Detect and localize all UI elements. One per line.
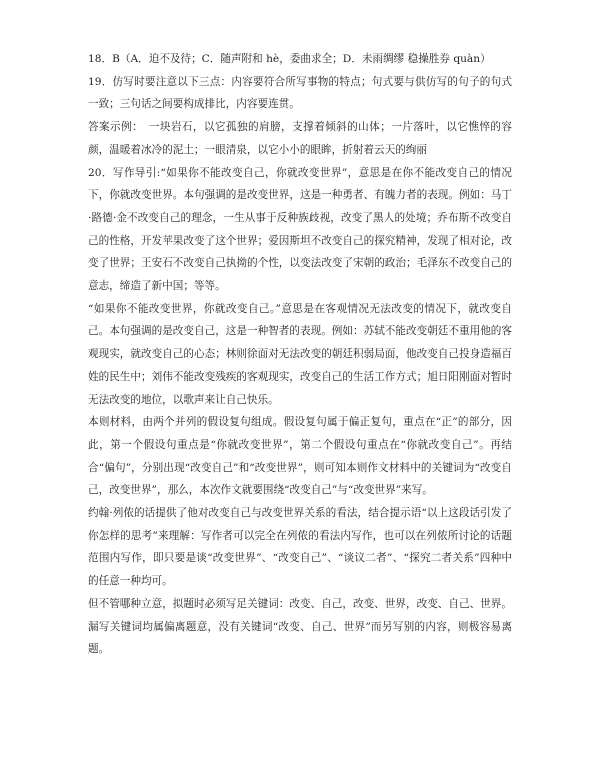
answer-20-material-analysis: 本则材料，由两个并列的假设复句组成。假设复句属于偏正复句，重点在“正”的部分，因此，第一个假设句重点是“你就改变世界”，第二个假设句重点在“你就改变自己”。再结合“偏句”，分别出现“改变自己”和“改变世界”，则可知本则作文材料中的关键词为“改变自己，改变世界”，那么，本次作文就要围绕“改变自己”与“改变世界”来写。 xyxy=(88,416,512,497)
answer-20-change-self: “如果你不能改变世界，你就改变自己。”意思是在客观情况无法改变的情况下，就改变自己。本句强调的是改变自己，这是一种智者的表现。例如：苏轼不能改变朝廷不重用他的客观现实，就改变自己的心态；林则徐面对无法改变的朝廷积弱局面，他改变自己投身造福百姓的民生中；刘伟不能改变残疾的客观现实，改变自己的生活工作方式；旭日阳刚面对暂时无法改变的地位，以歌声来让自己快乐。 xyxy=(88,302,512,406)
answer-19: 19．仿写时要注意以下三点：内容要符合所写事物的特点；句式要与供仿写的句子的句式一致；三句话之间要构成排比，内容要连贯。 xyxy=(88,75,512,111)
answer-20-lennon-view: 约翰·列侬的话提供了他对改变自己与改变世界关系的看法，结合提示语“以上这段话引发了你怎样的思考”来理解：写作者可以完全在列侬的看法内写作，也可以在列侬所讨论的话题范围内写作，即只要是谈“改变世界”、“改变自己”、“谈议二者”、“探究二者关系”四种中的任意一种均可。 xyxy=(88,507,512,588)
answer-example: 答案示例： 一块岩石，以它孤独的肩膀，支撑着倾斜的山体；一片落叶，以它憔悴的容颜，温暖着冰冷的泥土；一眼清泉，以它小小的眼眸，折射着云天的绚丽 xyxy=(88,121,512,156)
answer-20-title-keywords: 但不管哪种立意，拟题时必须写足关键词：改变、自己，改变、世界，改变、自己、世界。漏写关键词均属偏离题意，没有关键词“改变、自己、世界”而另写别的内容，则极容易离题。 xyxy=(88,597,512,656)
answer-text-body xyxy=(88,48,512,661)
answer-18: 18．B（A．迫不及待；C．随声附和 hè，委曲求全；D．未雨绸缪 稳操胜券 quàn） xyxy=(88,53,491,65)
answer-20-guide: 20．写作导引:“如果你不能改变自己，你就改变世界”，意思是在你不能改变自己的情况下，你就改变世界。本句强调的是改变世界，这是一种勇者、有魄力者的表现。例如：马丁·路德·金不改变自己的理念，一生从事于反种族歧视，改变了黑人的处境；乔布斯不改变自己的性格，开发苹果改变了这个世界；爱因斯坦不改变自己的探究精神，发现了相对论，改变了世界；王安石不改变自己执拗的个性，以变法改变了宋朝的政治；毛泽东不改变自己的意志，缔造了新中国；等等。 xyxy=(88,166,512,293)
